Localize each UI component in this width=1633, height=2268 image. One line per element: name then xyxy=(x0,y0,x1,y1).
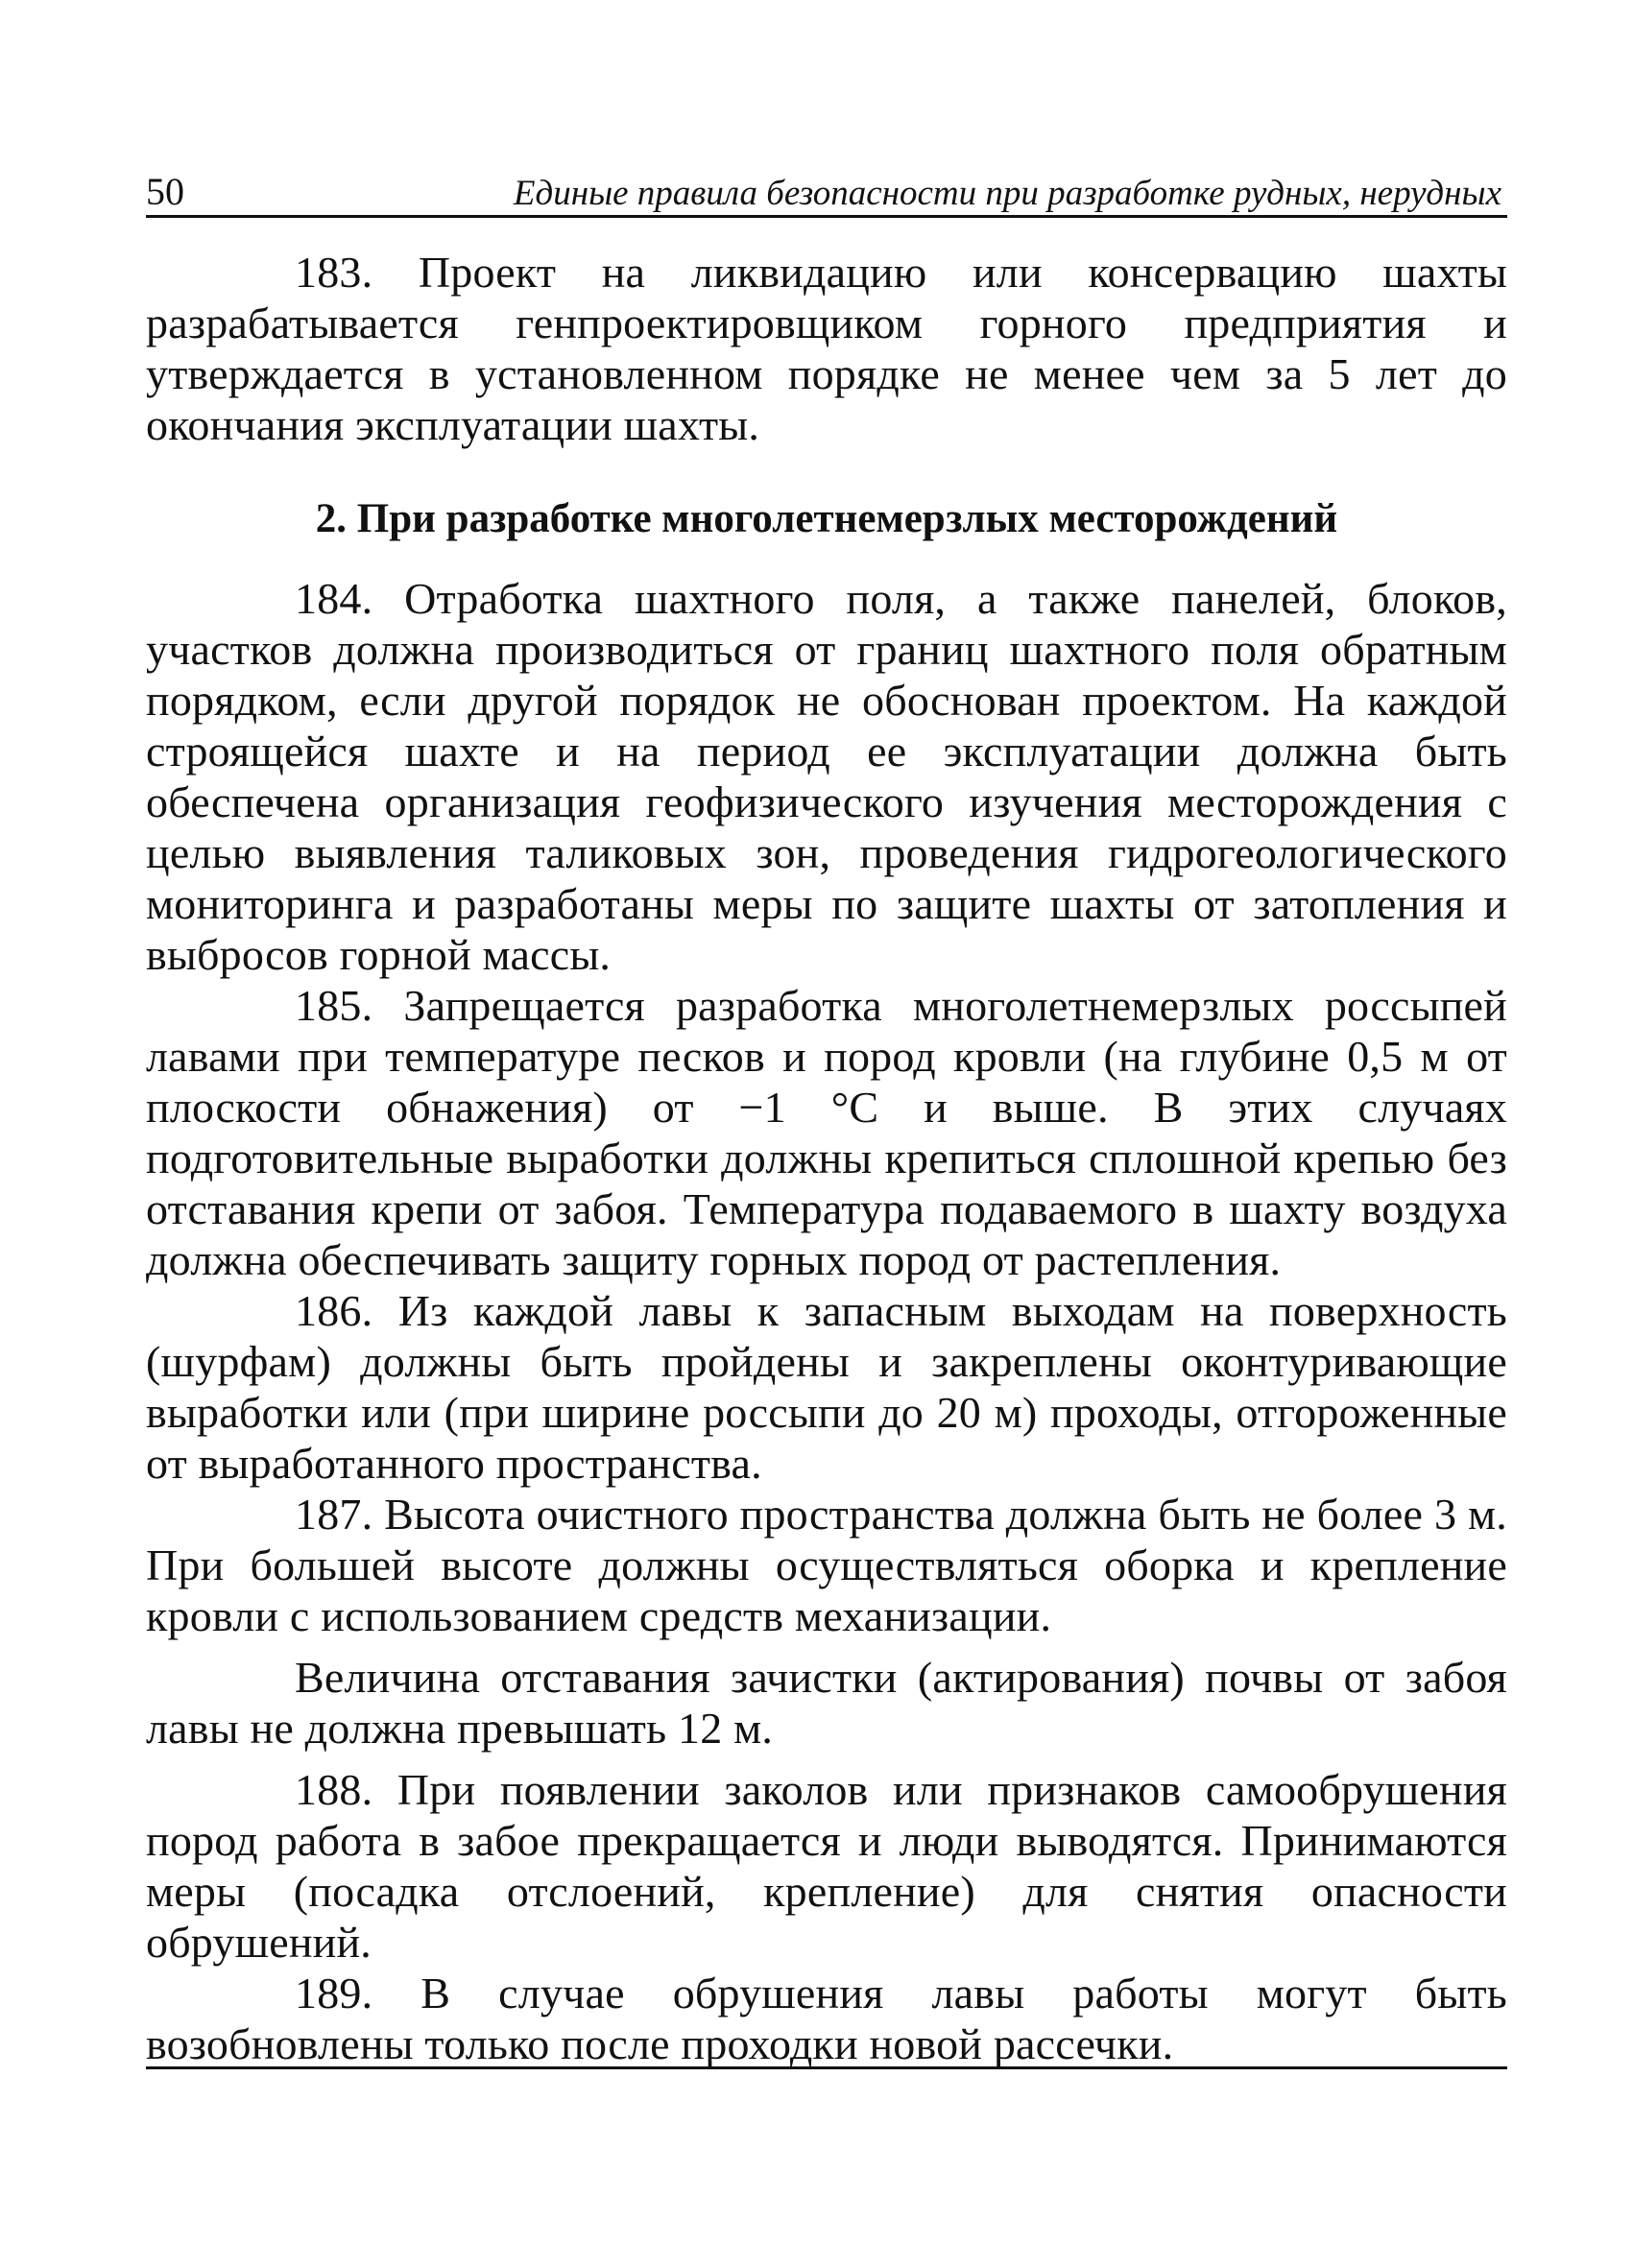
paragraph-188: 188. При появлении заколов или признаков самообрушения пород работа в забое прекращается и люди выводятся. Принимаются меры (посадка отслоений, крепление) для снятия опасности обрушений. xyxy=(146,1765,1507,1967)
document-page xyxy=(146,154,1507,2069)
running-header xyxy=(146,154,1507,218)
header-title: Единые правила безопасности при разработке рудных, нерудных xyxy=(513,174,1501,213)
paragraph-185: 185. Запрещается разработка многолетнемерзлых россыпей лавами при температуре песков и пород кровли (на глубине 0,5 м от плоскости обнажения) от −1 °С и выше. В этих случаях подготовительные выработки должны крепиться сплошной крепью без отставания крепи от забоя. Температура подаваемого в шахту воздуха должна обеспечивать защиту горных пород от растепления. xyxy=(146,981,1507,1284)
section-heading: 2. При разработке многолетнемерзлых месторождений xyxy=(315,496,1338,541)
paragraph-189: 189. В случае обрушения лавы работы могут быть возобновлены только после проходки новой рассечки. xyxy=(146,1969,1507,2068)
page-number: 50 xyxy=(146,170,184,213)
document-body xyxy=(146,247,1507,2069)
paragraph-183: 183. Проект на ликвидацию или консервацию шахты разрабатывается генпроектировщиком горного предприятия и утверждается в установленном порядке не менее чем за 5 лет до окончания эксплуатации шахты. xyxy=(146,248,1507,449)
paragraph-187-continuation: Величина отставания зачистки (актирования) почвы от забоя лавы не должна превышать 12 м. xyxy=(146,1653,1507,1753)
bottom-divider xyxy=(146,2066,1507,2069)
paragraph-186: 186. Из каждой лавы к запасным выходам на поверхность (шурфам) должны быть пройдены и закреплены оконтуривающие выработки или (при ширине россыпи до 20 м) проходы, отгороженные от выработанного пространства. xyxy=(146,1286,1507,1488)
paragraph-187: 187. Высота очистного пространства должна быть не более 3 м. При большей высоте должны осуществляться оборка и крепление кровли с использованием средств механизации. xyxy=(146,1490,1507,1640)
paragraph-184: 184. Отработка шахтного поля, а также панелей, блоков, участков должна производиться от границ шахтного поля обратным порядком, если другой порядок не обоснован проектом. На каждой строящейся шахте и на период ее эксплуатации должна быть обеспечена организация геофизического изучения месторождения с целью выявления таликовых зон, проведения гидрогеологического мониторинга и разработаны меры по защите шахты от затопления и выбросов горной массы. xyxy=(146,574,1507,979)
